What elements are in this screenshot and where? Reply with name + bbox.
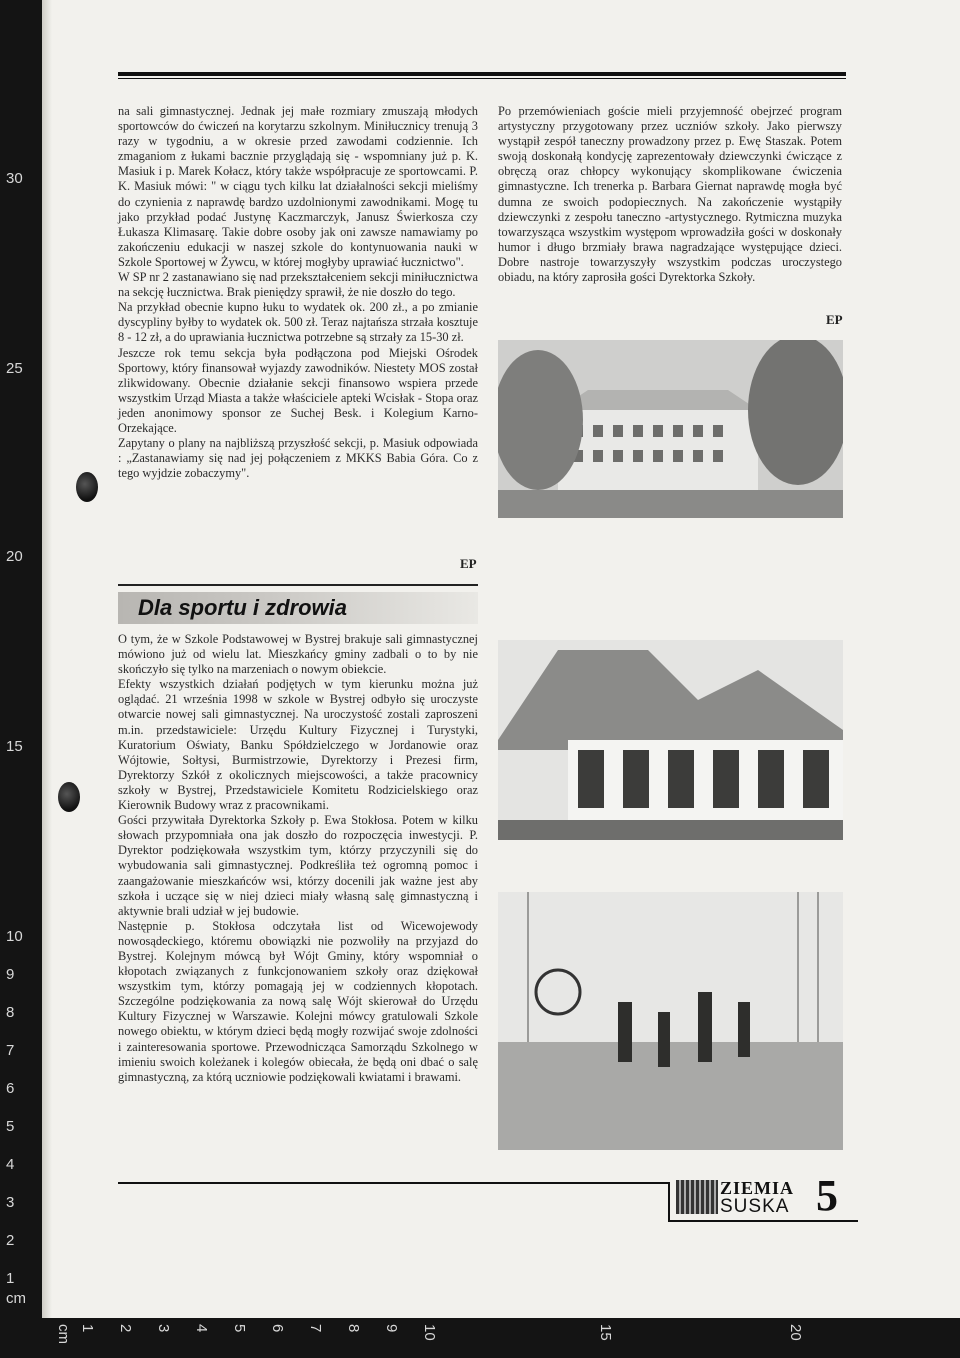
ruler-label: 5: [6, 1118, 15, 1135]
ceremony-article-text: [498, 104, 842, 285]
ruler-label: 1: [6, 1270, 15, 1287]
author-signature: EP: [460, 556, 477, 571]
logo-text-line2: SUSKA: [720, 1196, 790, 1217]
ruler-label: 30: [6, 170, 23, 187]
ruler-label: 7: [6, 1042, 15, 1059]
binder-hole: [58, 782, 80, 812]
ruler-label: 10: [6, 928, 23, 945]
logo-text-line1: ZIEMIA: [720, 1178, 795, 1198]
binder-hole: [76, 472, 98, 502]
ruler-label: 6: [269, 1324, 286, 1333]
gym-hall-photo: [498, 640, 843, 840]
town-silhouette-icon: [676, 1180, 718, 1214]
ruler-label: 6: [6, 1080, 15, 1097]
ruler-label: 4: [193, 1324, 210, 1333]
top-rule: [118, 72, 846, 76]
ruler-label: 2: [117, 1324, 134, 1333]
gym-interior-photo-drawing: [498, 892, 843, 1150]
ruler-label: 5: [231, 1324, 248, 1333]
ruler-bottom: [42, 1318, 960, 1358]
paragraph: Jeszcze rok temu sekcja była podłączona pod Miejski Ośrodek Sportowy, który finansował wyjazdy zawodników. Niestety MOS został zlikwidowany. Obecnie działanie sekcji finansowo wspiera przede wszystkim Urząd Miasta a także właściciele apteki Wcisłak - Stopa oraz jeden anonimowy sponsor ze Suchej Besk. i Kolegium Karno-Orzekające.: [118, 345, 478, 435]
page-edge-shadow: [42, 0, 52, 1318]
school-building-photo: [498, 340, 843, 518]
publication-logo: [676, 1176, 806, 1218]
footer-rule-vertical: [668, 1182, 670, 1222]
top-rule-thin: [118, 78, 846, 79]
ruler-label: 7: [307, 1324, 324, 1333]
gym-hall-photo-drawing: [498, 640, 843, 840]
ruler-label: 8: [345, 1324, 362, 1333]
ruler-label: 1: [79, 1324, 96, 1333]
ruler-label: 4: [6, 1156, 15, 1173]
paragraph: Zapytany o plany na najbliższą przyszłość sekcji, p. Masiuk odpowiada : „Zastanawiamy się nad jej połączeniem z MKKS Babia Góra. Co z tego wyjdzie zobaczymy".: [118, 436, 478, 481]
ruler-label: cm: [55, 1324, 72, 1344]
ruler-label: 2: [6, 1232, 15, 1249]
headline-bar: [118, 592, 478, 624]
article-headline: Dla sportu i zdrowia: [138, 595, 348, 620]
page-number: 5: [816, 1171, 838, 1220]
paragraph: O tym, że w Szkole Podstawowej w Bystrej brakuje sali gimnastycznej mówiono już od wielu lat. Mieszkańcy gminy zadbali o to by nie skończyło się tylko na marzeniach o nowym obiekcie.: [118, 632, 478, 677]
archery-article-text: [118, 104, 478, 481]
ruler-label: 3: [155, 1324, 172, 1333]
ruler-label: 8: [6, 1004, 15, 1021]
paragraph: Efekty wszystkich działań podjętych w tym kierunku można już oglądać. 21 września 1998 w szkole w Bystrej odbyło się uroczyste otwarcie nowej sali gimnastycznej. Na uroczystość zostali zaproszeni m.in. przedstawiciele: Urzędu Kultury Fizycznej i Turystyki, Kuratorium Oświaty, Banku Spółdzielczego w Jordanowie oraz Wójtowie, Sołtysi, Burmistrzowie, Dyrektorzy i Prezesi firm, Dyrektorzy Szkół z okolicznych miejscowości, a także pracownicy szkoły w Bystrej, Przedstawiciele Komitetu Rodzicielskiego oraz Kierownik Budowy wraz z pracownikami.: [118, 677, 478, 813]
school-building-photo-drawing: [498, 340, 843, 518]
headline-rule: [118, 584, 478, 586]
ruler-label: 9: [6, 966, 15, 983]
paragraph: na sali gimnastycznej. Jednak jej małe rozmiary zmuszają młodych sportowców do ćwiczeń na korytarzu szkolnym. Miniłucznicy trenują 3 razy w tygodniu, a w okresie przed zawodami codziennie. Ich zmaganiom z łukami bacznie przyglądają się - wspomniany już p. K. Masiuk i p. Marek Kołacz, który także współpracuje ze sportowcami. P. K. Masiuk mówi: " w ciągu tych kilku lat działalności sekcji mieliśmy do czynienia z naprawdę bardzo uzdolnionymi zawodnikami. Mogę tu jako przykład podać Justynę Kaczmarczyk, Janusz Świerkosza czy Łukasza Klimasarę. Takie dobre osoby jak oni zawsze namawiamy po zakończeniu edukacji w naszej szkole do kontynuowania nauki w Szkole Sportowej w Żywcu, w której mogłyby uprawiać łucznictwo".: [118, 104, 478, 269]
paragraph: Po przemówieniach goście mieli przyjemność obejrzeć program artystyczny przygotowany przez uczniów szkoły. Jako pierwszy wystąpił zespół taneczny prowadzony przez p. Ewę Staszak. Potem swoją doskonałą kondycję zaprezentowały dziewczynki ćwiczące z obręczą oraz chłopcy wykonujący skomplikowane ćwiczenia gimnastyczne. Ich trenerka p. Barbara Giernat naprawdę mogła być dumna ze swoich podopiecznych. Na zakończenie wystąpiły dziewczynki z zespołu taneczno -artystycznego. Rytmiczna muzyka towarzysząca wszystkim występom wprowadziła gości w doskonały humor i długo brzmiały brawa nagradzające występujące dzieci. Dobre nastroje towarzyszyły wszystkim podczas uroczystego obiadu, na który zaprosiła gości Dyrektorka Szkoły.: [498, 104, 842, 285]
paragraph: W SP nr 2 zastanawiano się nad przekształceniem sekcji miniłucznictwa na sekcję łucznictwa. Brak pieniędzy sprawił, że nie doszło do tego.: [118, 270, 478, 300]
gym-article-text: [118, 632, 478, 1085]
ruler-left: [0, 0, 42, 1358]
ruler-label: 9: [383, 1324, 400, 1333]
ruler-label: 15: [6, 738, 23, 755]
paragraph: Gości przywitała Dyrektorka Szkoły p. Ewa Stokłosa. Potem w kilku słowach przypomniała ona jak doszło do rozpoczęcia inwestycji. P. Dyrektor podziękowała wszystkim tym, którzy przyczynili się do wybudowania sali gimnastycznej. Podkreśliła też ogromną pomoc i zaangażowanie mieszkańców wsi, którzy docenili jak ważne jest aby szkoła i uczące się w niej dzieci miały własną salę gimnastyczną i aktywnie brali udział w jej budowie.: [118, 813, 478, 918]
ruler-label: 10: [421, 1324, 438, 1341]
ruler-label: cm: [6, 1290, 26, 1307]
author-signature: EP: [826, 312, 843, 327]
ruler-label: 20: [6, 548, 23, 565]
footer-rule: [118, 1182, 670, 1184]
paragraph: Następnie p. Stokłosa odczytała list od Wicewojewody nowosądeckiego, któremu obowiązki nie pozwoliły na przyjazd do Bystrej. Kolejnym mówcą był Wójt Gminy, który wspomniał o kłopotach związanych z funkcjonowaniem szkoły oraz dziękował wszystkim tym, którzy pomagają jej w codziennych kłopotach. Szczególne podziękowania za nową salę Wójt skierował do Urzędu Kultury Fizycznej w Warszawie. Kolejni mówcy gratulowali Szkole nowego obiektu, w którym dzieci będą mogły rozwijać swoje zdolności i zainteresowania sportowe. Przewodnicząca Samorządu Szkolnego w imieniu swoich koleżanek i kolegów obiecała, że będą oni dbać o salę gimnastyczną, za którą uczniowie podziękowali kwiatami i brawami.: [118, 918, 478, 1084]
ruler-label: 15: [597, 1324, 614, 1341]
gym-interior-photo: [498, 892, 843, 1150]
ruler-label: 20: [787, 1324, 804, 1341]
ruler-label: 25: [6, 360, 23, 377]
ruler-label: 3: [6, 1194, 15, 1211]
paragraph: Na przykład obecnie kupno łuku to wydatek ok. 200 zł., a po zmianie dyscypliny byłby to wydatek ok. 500 zł. Teraz najtańsza strzała kosztuje 8 - 12 zł, a do uprawiania łucznictwa potrzebne są strzały za 15-30 zł.: [118, 300, 478, 345]
